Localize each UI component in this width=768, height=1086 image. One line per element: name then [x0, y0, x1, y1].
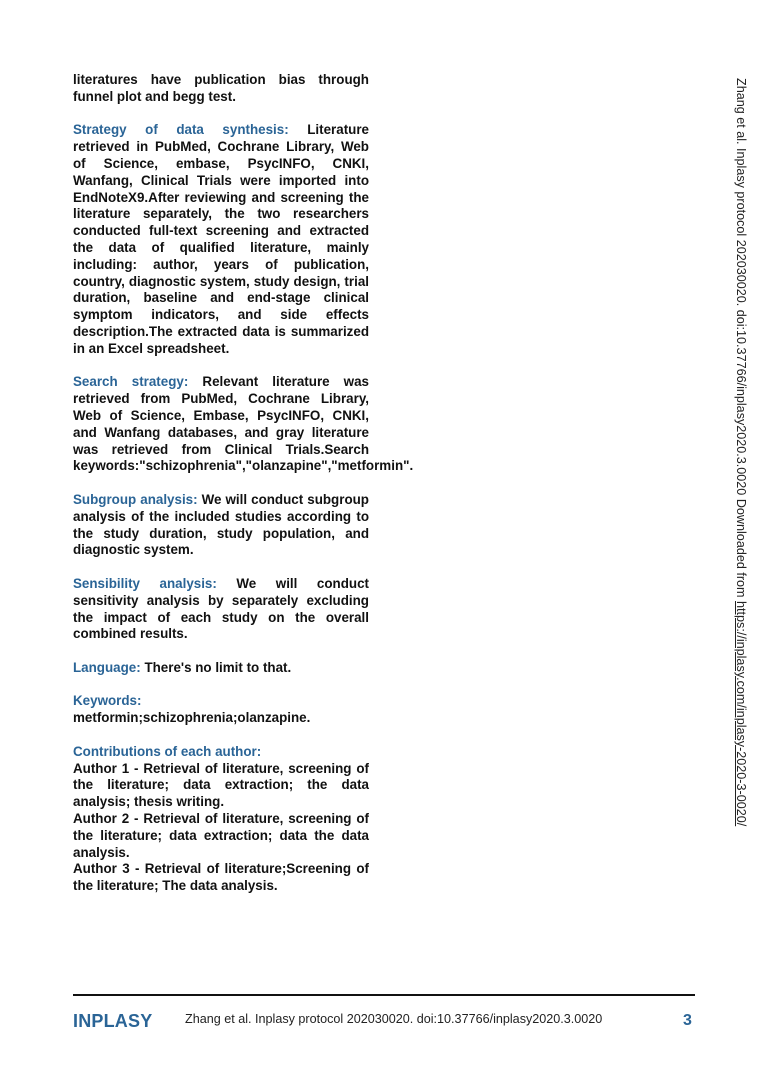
section-body: We will conduct sensitivity analysis by separately excluding the impact of each study on the overall combined results.	[73, 575, 369, 642]
section-heading: Strategy of data synthesis:	[73, 122, 289, 138]
section-strategy-of-data-synthesis	[73, 122, 369, 357]
footer-divider	[73, 994, 695, 996]
intro-paragraph: literatures have publication bias through funnel plot and begg test.	[73, 72, 369, 104]
section-search-strategy	[73, 374, 414, 475]
section-sensibility-analysis	[73, 576, 369, 643]
author-contribution-2: Author 2 - Retrieval of literature, screening of the literature; data extraction; data the data analysis.	[73, 811, 369, 860]
keywords-heading: Keywords:	[73, 693, 142, 709]
footer-citation: Zhang et al. Inplasy protocol 202030020. doi:10.37766/inplasy2020.3.0020	[185, 1012, 603, 1026]
section-heading: Language:	[73, 659, 141, 675]
download-link[interactable]: https://inplasy.com/inplasy-2020-3-0020/	[734, 601, 748, 827]
contributions-heading: Contributions of each author:	[73, 743, 262, 759]
side-note-text: Zhang et al. Inplasy protocol 202030020. doi:10.37766/inplasy2020.3.0020 Downloaded from	[734, 78, 748, 602]
side-download-note	[734, 78, 748, 826]
section-body: Literature retrieved in PubMed, Cochrane Library, Web of Science, embase, PsycINFO, CNKI, Wanfang, Clinical Trials were imported into EndNoteX9.After reviewing and screening the literature separately, the two researchers conducted full-text screening and extracted the data of qualified literature, mainly including: author, years of publication, country, diagnostic system, study design, trial duration, baseline and end-stage clinical symptom indicators, and side effects description.The extracted data is summarized in an Excel spreadsheet.	[73, 122, 369, 356]
footer-brand-logo: INPLASY	[73, 1011, 153, 1031]
author-contribution-3: Author 3 - Retrieval of literature;Screening of the literature; The data analysis.	[73, 861, 369, 894]
page-number: 3	[683, 1012, 692, 1029]
section-body: We will conduct subgroup analysis of the included studies according to the study duration, study population, and diagnostic system.	[73, 491, 369, 558]
section-body: There's no limit to that.	[144, 659, 292, 675]
keywords-body: metformin;schizophrenia;olanzapine.	[73, 710, 311, 726]
section-subgroup-analysis	[73, 492, 369, 559]
section-language	[73, 660, 369, 677]
keywords-section	[73, 693, 369, 727]
section-heading: Sensibility analysis:	[73, 575, 217, 591]
section-heading: Subgroup analysis:	[73, 491, 198, 507]
section-heading: Search strategy:	[73, 374, 189, 390]
section-body: Relevant literature was retrieved from PubMed, Cochrane Library, Web of Science, Embase, PsycINFO, CNKI, and Wanfang databases, and gray literature was retrieved from Clinical Trials.Search keywords:"schizophrenia","olanzapine","metformin".	[73, 374, 414, 474]
author-contribution-1: Author 1 - Retrieval of literature, screening of the literature; data extraction; the data analysis; thesis writing.	[73, 760, 369, 810]
main-column	[73, 72, 414, 895]
contributions-section	[73, 744, 369, 895]
